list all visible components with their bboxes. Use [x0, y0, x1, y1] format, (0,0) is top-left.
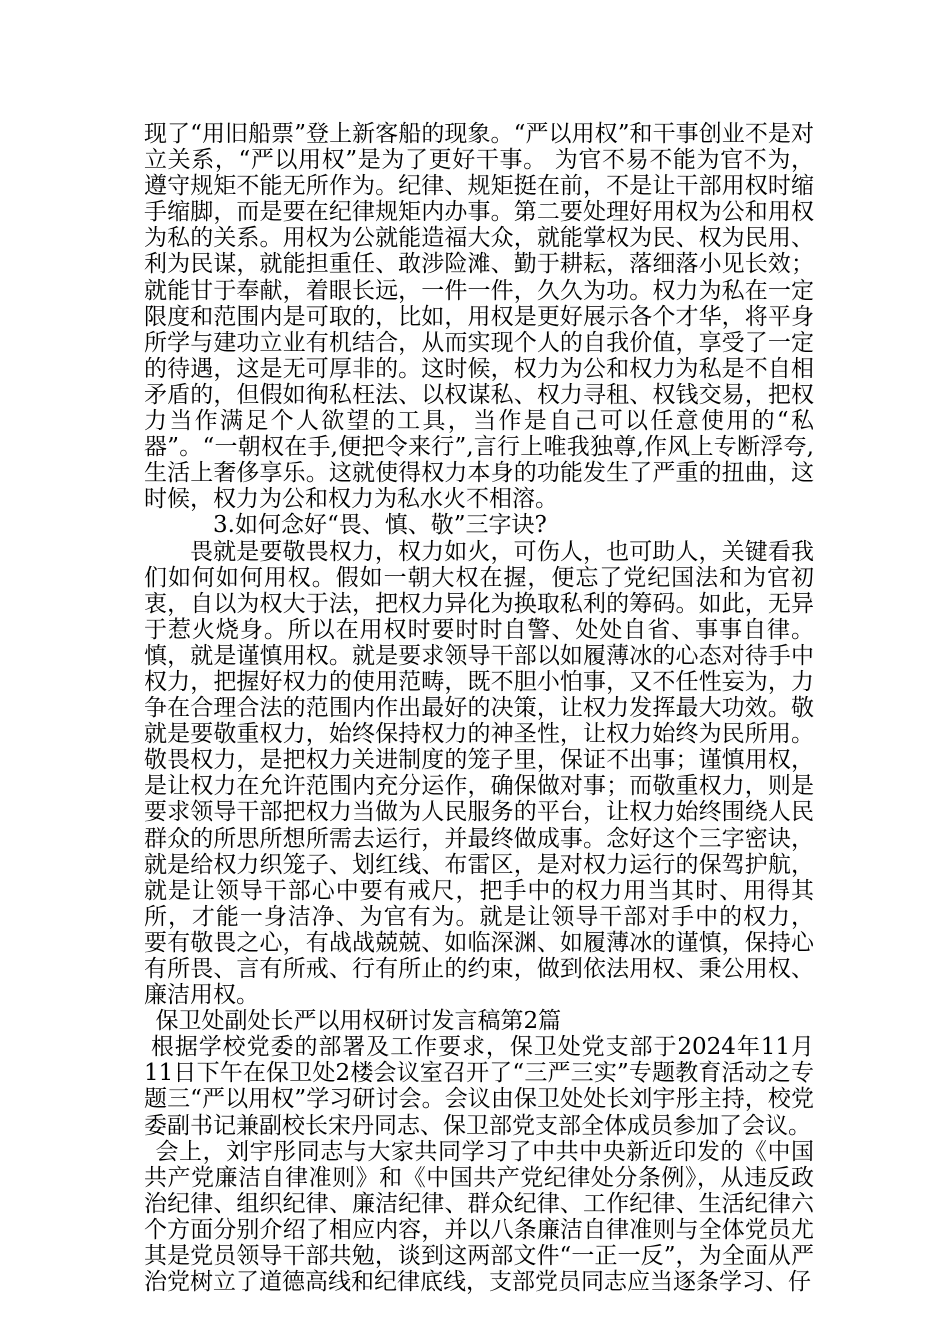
paragraph-meeting-content: 会上，刘宇彤同志与大家共同学习了中共中央新近印发的《中国共产党廉洁自律准则》和《中国共产党纪律处分条例》，从违反政治纪律、组织纪律、廉洁纪律、群众纪律、工作纪律、生活纪律六个方面分别介绍了相应内容，并以八条廉洁自律准则与全体党员尤其是党员领导干部共勉，谈到这两部文件“一正一反”，为全面从严治党树立了道德高线和纪律底线，支部党员同志应当逐条学习、仔: [144, 1138, 814, 1296]
paragraph-awe-caution-respect: 畏就是要敬畏权力，权力如火，可伤人，也可助人，关键看我们如何如何用权。假如一朝大权在握，便忘了党纪国法和为官初衷，自以为权大于法，把权力异化为换取私利的筹码。如此，无异于惹火烧身。所以在用权时要时时自警、处处自省、事事自律。慎，就是谨慎用权。就是要求领导干部以如履薄冰的心态对待手中权力，把握好权力的使用范畴，既不胆小怕事，又不任性妄为，力争在合理合法的范围内作出最好的决策，让权力发挥最大功效。敬就是要敬重权力，始终保持权力的神圣性，让权力始终为民所用。敬畏权力，是把权力关进制度的笼子里，保证不出事；谨慎用权，是让权力在允许范围内充分运作，确保做对事；而敬重权力，则是要求领导干部把权力当做为人民服务的平台，让权力始终围绕人民群众的所思所想所需去运行，并最终做成事。念好这个三字密诀，就是给权力织笼子、划红线、布雷区，是对权力运行的保驾护航，就是让领导干部心中要有戒尺，把手中的权力用当其时、用得其所，才能一身洁净、为官有为。就是让领导干部对手中的权力， 要有敬畏之心，有战战兢兢、如临深渊、如履薄冰的谨慎，保持心有所畏、言有所戒、行有所止的约束，做到依法用权、秉公用权、廉洁用权。: [144, 538, 814, 1009]
section-heading-three-words: 3.如何念好“畏、慎、敬”三字诀?: [213, 512, 547, 539]
document-page: [144, 121, 814, 1295]
paragraph-meeting-info: 根据学校党委的部署及工作要求，保卫处党支部于2024年11月11日下午在保卫处2楼会议室召开了“三严三实”专题教育活动之专题三“严以用权”学习研讨会。会议由保卫处处长刘宇彤主持，校党委副书记兼副校长宋丹同志、保卫部党支部全体成员参加了会议。: [144, 1034, 814, 1139]
article-title-part-2: 保卫处副处长严以用权研讨发言稿第2篇: [155, 1008, 562, 1035]
paragraph-power-for-public-and-private: 现了“用旧船票”登上新客船的现象。“严以用权”和干事创业不是对立关系，“严以用权”是为了更好干事。 为官不易不能为官不为，遵守规矩不能无所作为。纪律、规矩挺在前，不是让干部用权时缩手缩脚，而是要在纪律规矩内办事。第二要处理好用权为公和用权为私的关系。用权为公就能造福大众，就能掌权为民、权为民用、利为民谋，就能担重任、敢涉险滩、勤于耕耘，落细落小见长效；就能甘于奉献，着眼长远，一件一件，久久为功。权力为私在一定限度和范围内是可取的，比如，用权是更好展示各个才华，将平身所学与建功立业有机结合，从而实现个人的自我价值，享受了一定的待遇，这是无可厚非的。这时候，权力为公和权力为私是不自相矛盾的，但假如徇私枉法、以权谋私、权力寻租、权钱交易，把权力当作满足个人欲望的工具，当作是自己可以任意使用的“私器”。“一朝权在手,便把令来行”,言行上唯我独尊,作风上专断浮夸,生活上奢侈享乐。这就使得权力本身的功能发生了严重的扭曲，这时候，权力为公和权力为私水火不相溶。: [144, 121, 814, 513]
